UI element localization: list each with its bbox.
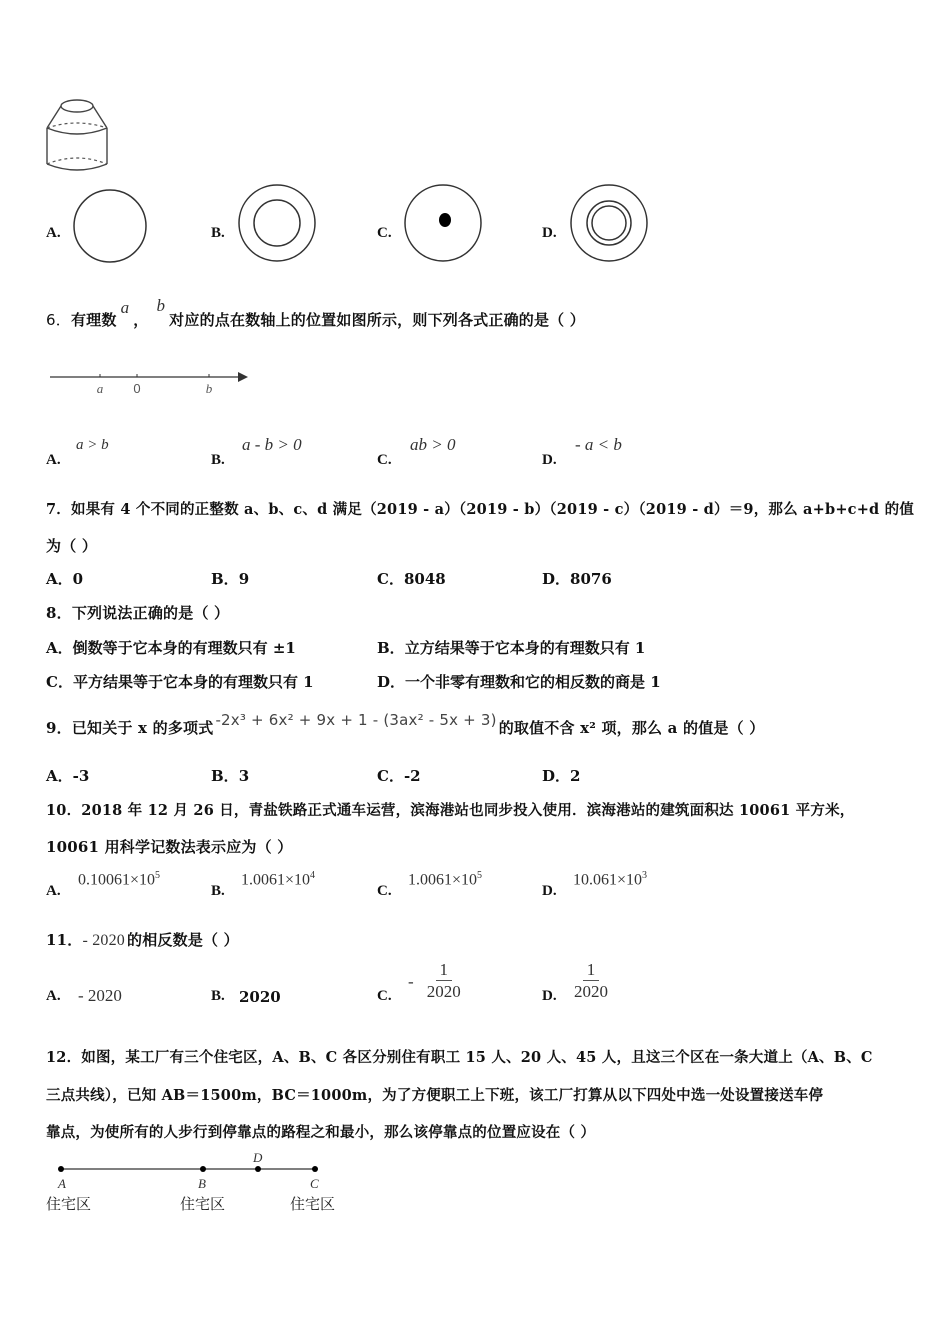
q9-option-c: C．-2 — [377, 767, 421, 785]
q6-option-c-expr: ab > 0 — [410, 435, 456, 454]
q10-option-a-label: A. — [46, 883, 61, 899]
q7-stem-line1: 7．如果有 4 个不同的正整数 a、b、c、d 满足（2019 - a）（2019 - b）（2019 - c）（2019 - d）＝9，那么 a+b+c+d 的值 — [46, 501, 915, 518]
q10-option-b-value: $1.0061\times 10^4$ — [241, 870, 316, 889]
q5-option-a-figure — [72, 188, 148, 264]
q6-option-d-expr: - a < b — [575, 435, 622, 454]
q9-option-b: B．3 — [211, 767, 250, 785]
numberline-label-a: a — [96, 381, 104, 396]
q6-option-a-expr: a > b — [76, 437, 109, 453]
q5-option-c-label: C. — [377, 225, 392, 241]
q11-option-c-value: - $\frac{1}{2020}$ — [408, 960, 461, 1001]
q6-number-line — [46, 366, 256, 400]
q10-option-d-label: D. — [542, 883, 557, 899]
q6-text-after: 对应的点在数轴上的位置如图所示，则下列各式正确的是（ ） — [169, 311, 585, 329]
q10-stem-line2: 10061 用科学记数法表示应为（ ） — [46, 838, 293, 856]
zone-label-a: 住宅区 — [46, 1195, 92, 1213]
point-b-label: B — [198, 1176, 206, 1191]
q11-text: 的相反数是（ ） — [127, 931, 239, 949]
q11-option-b-value: 2020 — [239, 988, 281, 1006]
q11-option-a-value: - 2020 — [78, 986, 122, 1005]
q5-option-d-figure — [569, 183, 649, 263]
point-a-label: A — [58, 1176, 66, 1191]
numberline-label-b: b — [205, 381, 213, 396]
q5-option-b-figure — [237, 183, 317, 263]
q12-stem-line3: 靠点，为使所有的人步行到停靠点的路程之和最小，那么该停靠点的位置应设在（ ） — [46, 1124, 596, 1141]
point-d-label: D — [253, 1150, 263, 1165]
q11-option-d-label: D. — [542, 988, 557, 1004]
q9-option-d: D．2 — [542, 767, 581, 785]
q12-stem-line1: 12．如图，某工厂有三个住宅区，A、B、C 各区分别住有职工 15 人、20 人、45 人，且这三个区在一条大道上（A、B、C — [46, 1049, 873, 1066]
q6-var-a: a — [120, 298, 130, 317]
q5-option-a-label: A. — [46, 225, 61, 241]
q11-value: - 2020 — [82, 932, 126, 949]
q8-stem: 8．下列说法正确的是（ ） — [46, 604, 230, 622]
q6-text-before: 有理数 — [70, 311, 117, 329]
q6-option-a-label: A. — [46, 452, 61, 468]
q7-option-b: B．9 — [211, 570, 250, 588]
q11-option-c-label: C. — [377, 988, 392, 1004]
q11-stem — [46, 929, 239, 950]
q6-sep: ， — [133, 311, 149, 329]
q10-option-a-value: $0.10061\times 10^5$ — [78, 870, 161, 889]
q10-stem-line1: 10．2018 年 12 月 26 日，青盐铁路正式通车运营，滨海港站也同步投入使用．滨海港站的建筑面积达 10061 平方米， — [46, 802, 855, 819]
q8-option-b: B．立方结果等于它本身的有理数只有 1 — [377, 639, 646, 657]
numberline-label-0: 0 — [133, 381, 141, 396]
q5-solid-figure — [42, 96, 112, 176]
q7-stem-line2: 为（ ） — [46, 537, 98, 555]
q11-option-b-label: B. — [211, 988, 225, 1004]
q6-option-d-label: D. — [542, 452, 557, 468]
q11-number: 11． — [46, 931, 83, 949]
q6-option-b-label: B. — [211, 452, 225, 468]
q10-option-b-label: B. — [211, 883, 225, 899]
q12-diagram — [40, 1148, 360, 1216]
q11-option-a-label: A. — [46, 988, 61, 1004]
q7-option-a: A．0 — [46, 570, 84, 588]
q7-option-c: C．8048 — [377, 570, 446, 588]
q6-stem — [46, 296, 585, 330]
q5-option-d-label: D. — [542, 225, 557, 241]
q9-text-before: 9．已知关于 x 的多项式 — [46, 719, 214, 737]
q9-text-after: 的取值不含 x² 项，那么 a 的值是（ ） — [498, 719, 765, 737]
zone-label-c: 住宅区 — [290, 1195, 336, 1213]
q8-option-d: D．一个非零有理数和它的相反数的商是 1 — [377, 673, 661, 691]
q5-option-b-label: B. — [211, 225, 225, 241]
q8-option-c: C．平方结果等于它本身的有理数只有 1 — [46, 673, 314, 691]
q10-option-c-label: C. — [377, 883, 392, 899]
q6-var-b: b — [156, 296, 166, 315]
q11-option-d-value: $\frac{1}{2020}$ — [574, 960, 608, 1001]
q9-stem — [46, 711, 765, 738]
q7-option-d: D．8076 — [542, 570, 612, 588]
q10-option-c-value: $1.0061\times 10^5$ — [408, 870, 483, 889]
zone-label-b: 住宅区 — [180, 1195, 226, 1213]
q12-stem-line2: 三点共线），已知 AB＝1500m，BC＝1000m，为了方便职工上下班，该工厂打算从以下四处中选一处设置接送车停 — [46, 1087, 824, 1104]
q9-option-a: A．-3 — [46, 767, 90, 785]
point-c-label: C — [310, 1176, 319, 1191]
q9-polynomial: -2x³ + 6x² + 9x + 1 - (3ax² - 5x + 3) — [215, 711, 497, 729]
q6-option-b-expr: a - b > 0 — [242, 435, 302, 454]
q5-option-c-figure — [403, 183, 483, 263]
q6-option-c-label: C. — [377, 452, 392, 468]
q10-option-d-value: $10.061\times 10^3$ — [573, 870, 648, 889]
q8-option-a: A．倒数等于它本身的有理数只有 ±1 — [46, 639, 296, 657]
q6-number: 6． — [46, 311, 71, 329]
